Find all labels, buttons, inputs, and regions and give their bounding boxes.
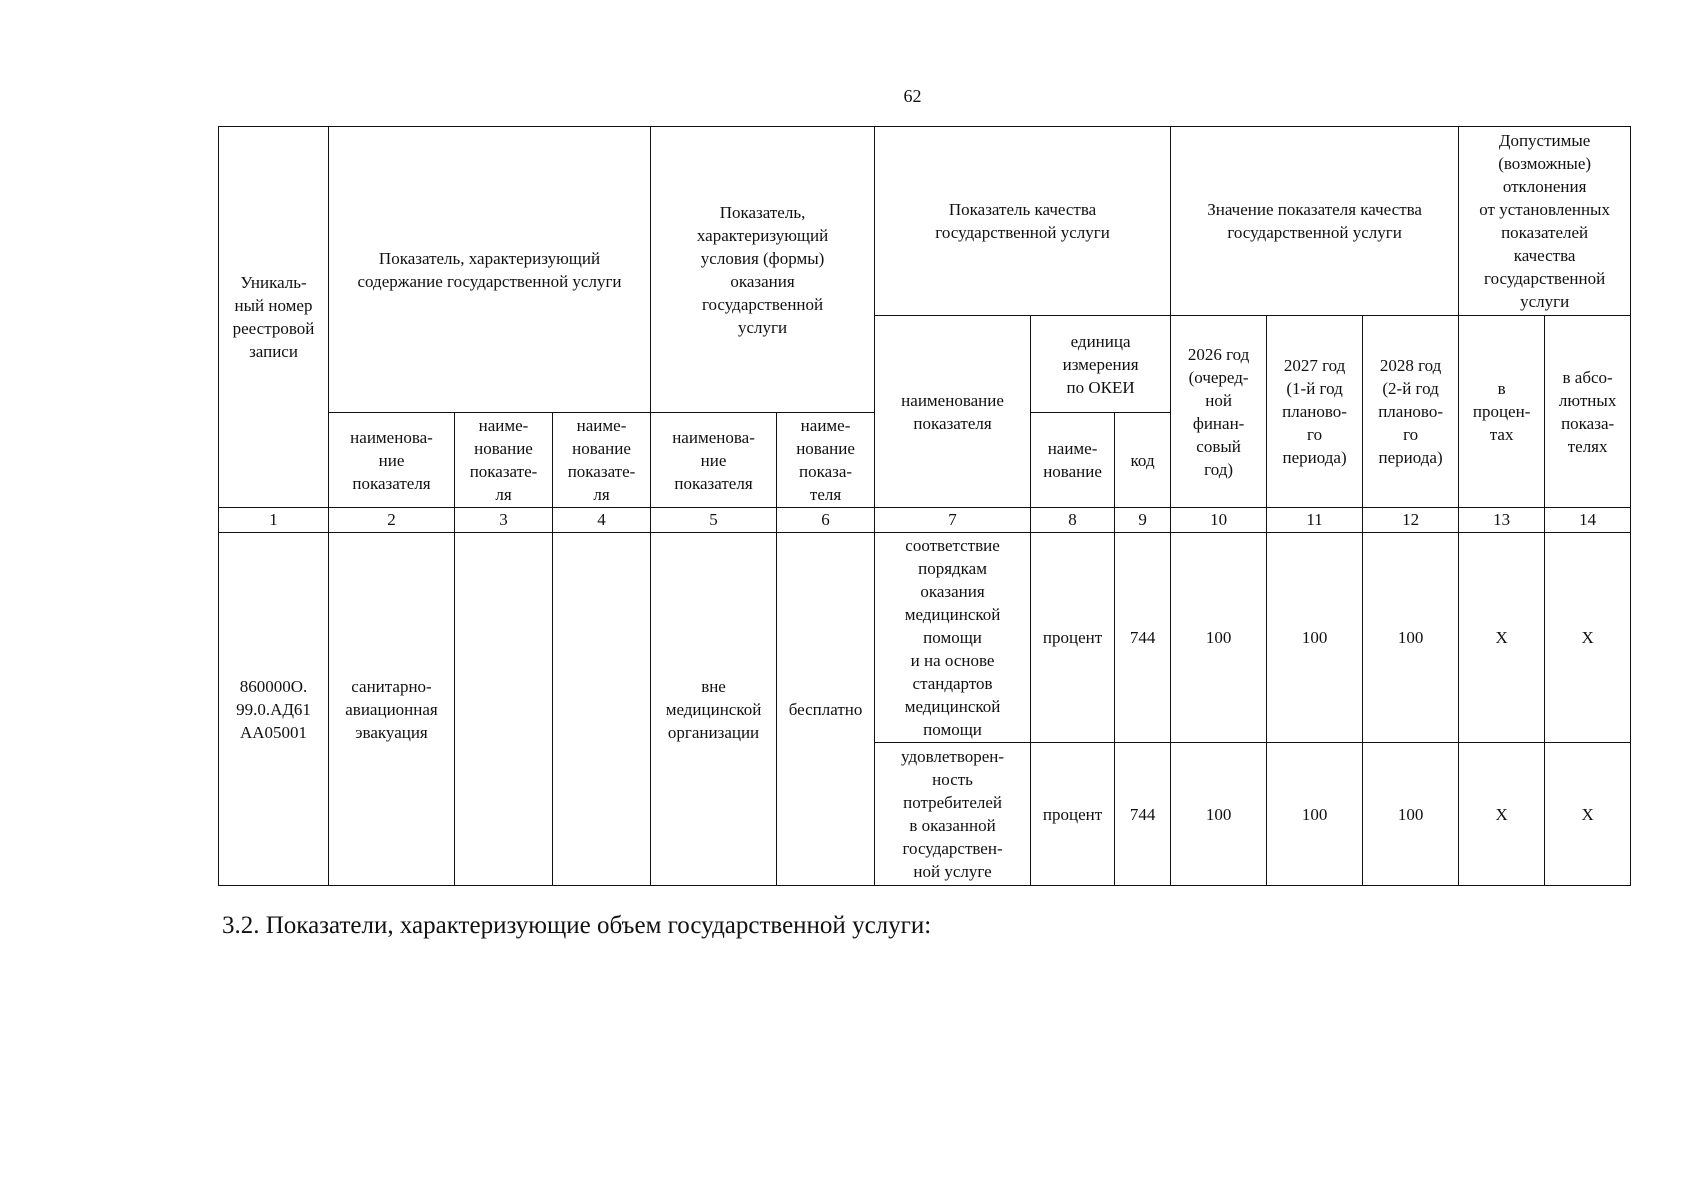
column-number: 2: [329, 508, 455, 533]
header-registry-number: Уникаль- ный номер реестровой записи: [219, 127, 329, 508]
header-quality-indicator-group: Показатель качества государственной услуги: [875, 127, 1171, 316]
header-col14-absolute: в абсо- лютных показа- телях: [1545, 316, 1631, 508]
unit-name-cell: процент: [1031, 743, 1115, 886]
column-number: 9: [1115, 508, 1171, 533]
header-col7-indicator-name: наименование показателя: [875, 316, 1031, 508]
content-indicator-cell: санитарно- авиационная эвакуация: [329, 533, 455, 886]
condition-indicator-cell: вне медицинской организации: [651, 533, 777, 886]
header-col3-indicator-name: наиме- нование показате- ля: [455, 413, 553, 508]
section-heading: 3.2. Показатели, характеризующие объем государственной услуги:: [222, 912, 932, 939]
header-col9-unit-code: код: [1115, 413, 1171, 508]
header-okei-unit-group: единица измерения по ОКЕИ: [1031, 316, 1171, 413]
header-col2-indicator-name: наименова- ние показателя: [329, 413, 455, 508]
header-quality-values-group: Значение показателя качества государственной услуги: [1171, 127, 1459, 316]
header-content-indicator-group: Показатель, характеризующий содержание государственной услуги: [329, 127, 651, 413]
registry-number-cell: 860000О. 99.0.АД61 АА05001: [219, 533, 329, 886]
column-number: 8: [1031, 508, 1115, 533]
content-indicator-2-cell: [455, 533, 553, 886]
deviation-absolute-cell: X: [1545, 533, 1631, 743]
column-number: 13: [1459, 508, 1545, 533]
column-number: 10: [1171, 508, 1267, 533]
deviation-percent-cell: X: [1459, 533, 1545, 743]
column-number: 4: [553, 508, 651, 533]
column-number: 5: [651, 508, 777, 533]
unit-code-cell: 744: [1115, 743, 1171, 886]
deviation-percent-cell: X: [1459, 743, 1545, 886]
value-2028-cell: 100: [1363, 743, 1459, 886]
header-deviation-group: Допустимые (возможные) отклонения от установленных показателей качества государственной услуги: [1459, 127, 1631, 316]
header-col5-indicator-name: наименова- ние показателя: [651, 413, 777, 508]
column-number: 14: [1545, 508, 1631, 533]
value-2027-cell: 100: [1267, 533, 1363, 743]
header-col10-year-2026: 2026 год (очеред- ной финан- совый год): [1171, 316, 1267, 508]
header-col12-year-2028: 2028 год (2-й год планово- го периода): [1363, 316, 1459, 508]
column-number: 11: [1267, 508, 1363, 533]
value-2027-cell: 100: [1267, 743, 1363, 886]
quality-indicators-table: [218, 126, 1631, 886]
content-indicator-3-cell: [553, 533, 651, 886]
unit-code-cell: 744: [1115, 533, 1171, 743]
condition-indicator-2-cell: бесплатно: [777, 533, 875, 886]
value-2026-cell: 100: [1171, 533, 1267, 743]
column-number: 1: [219, 508, 329, 533]
column-number: 12: [1363, 508, 1459, 533]
quality-indicator-name-cell: удовлетворен- ность потребителей в оказанной государствен- ной услуге: [875, 743, 1031, 886]
quality-indicator-name-cell: соответствие порядкам оказания медицинской помощи и на основе стандартов медицинской помощи: [875, 533, 1031, 743]
header-col13-percent: в процен- тах: [1459, 316, 1545, 508]
unit-name-cell: процент: [1031, 533, 1115, 743]
deviation-absolute-cell: X: [1545, 743, 1631, 886]
header-col4-indicator-name: наиме- нование показате- ля: [553, 413, 651, 508]
page-number: 62: [903, 86, 922, 106]
header-col6-indicator-name: наиме- нование показа- теля: [777, 413, 875, 508]
header-col11-year-2027: 2027 год (1-й год планово- го периода): [1267, 316, 1363, 508]
header-col8-unit-name: наиме- нование: [1031, 413, 1115, 508]
column-number: 6: [777, 508, 875, 533]
value-2028-cell: 100: [1363, 533, 1459, 743]
value-2026-cell: 100: [1171, 743, 1267, 886]
column-number: 3: [455, 508, 553, 533]
header-conditions-indicator-group: Показатель, характеризующий условия (формы) оказания государственной услуги: [651, 127, 875, 413]
column-number: 7: [875, 508, 1031, 533]
